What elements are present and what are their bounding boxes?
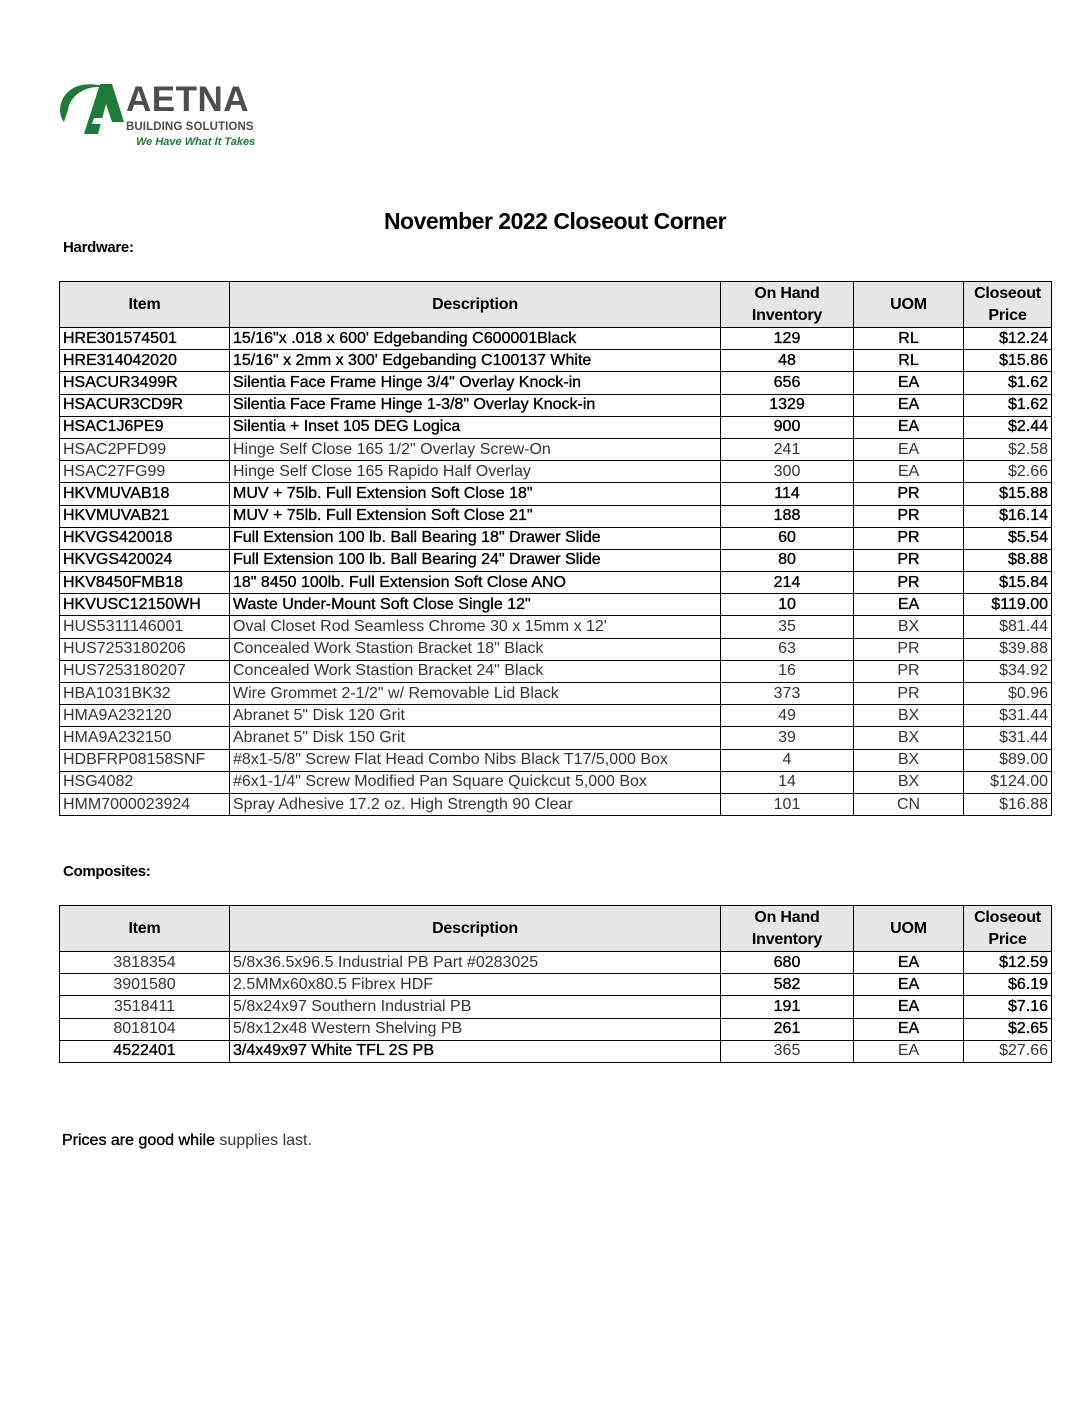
cell-price: $1.62 [964, 372, 1052, 394]
logo-tagline: We Have What It Takes [136, 136, 256, 148]
table-row [60, 616, 1052, 638]
table-row [60, 505, 1052, 527]
cell-item: HKVGS420024 [60, 549, 230, 571]
cell-description: 15/16" x 2mm x 300' Edgebanding C100137 White [230, 350, 721, 372]
cell-uom: EA [854, 996, 964, 1018]
table-row [60, 771, 1052, 793]
cell-item: HMA9A232150 [60, 727, 230, 749]
cell-item: 3901580 [60, 974, 230, 996]
cell-description: Hinge Self Close 165 Rapido Half Overlay [230, 461, 721, 483]
table-row [60, 727, 1052, 749]
cell-description: Full Extension 100 lb. Ball Bearing 24" Drawer Slide [230, 549, 721, 571]
cell-inventory: 49 [721, 705, 854, 727]
cell-item: HSAC27FG99 [60, 461, 230, 483]
cell-item: HMA9A232120 [60, 705, 230, 727]
cell-description: 15/16"x .018 x 600' Edgebanding C600001Black [230, 328, 721, 350]
cell-description: Spray Adhesive 17.2 oz. High Strength 90 Clear [230, 793, 721, 815]
cell-inventory: 300 [721, 461, 854, 483]
cell-inventory: 214 [721, 572, 854, 594]
table-row [60, 683, 1052, 705]
cell-inventory: 48 [721, 350, 854, 372]
footnote-bold-part: Prices are good while [62, 1132, 220, 1149]
cell-inventory: 4 [721, 749, 854, 771]
hardware-section-label: Hardware: [63, 239, 134, 256]
cell-price: $34.92 [964, 660, 1052, 682]
cell-price: $119.00 [964, 594, 1052, 616]
table-row [60, 572, 1052, 594]
cell-inventory: 582 [721, 974, 854, 996]
cell-description: Hinge Self Close 165 1/2" Overlay Screw-On [230, 438, 721, 460]
cell-item: 8018104 [60, 1018, 230, 1040]
cell-item: HSAC1J6PE9 [60, 416, 230, 438]
cell-description: Oval Closet Rod Seamless Chrome 30 x 15mm x 12' [230, 616, 721, 638]
hardware-table-header [60, 282, 1052, 328]
cell-uom: BX [854, 727, 964, 749]
logo-subtitle: BUILDING SOLUTIONS [126, 121, 254, 133]
cell-uom: PR [854, 527, 964, 549]
hardware-table [59, 281, 1052, 816]
cell-item: HKVGS420018 [60, 527, 230, 549]
composites-table-header [60, 906, 1052, 952]
cell-inventory: 35 [721, 616, 854, 638]
logo-name: AETNA [126, 80, 250, 119]
cell-description: MUV + 75lb. Full Extension Soft Close 18" [230, 483, 721, 505]
col-header-item: Item [60, 906, 230, 952]
cell-price: $0.96 [964, 683, 1052, 705]
cell-uom: PR [854, 505, 964, 527]
footnote-light-part: supplies last. [219, 1132, 312, 1149]
cell-price: $15.88 [964, 483, 1052, 505]
cell-item: HKVMUVAB18 [60, 483, 230, 505]
cell-inventory: 680 [721, 952, 854, 974]
cell-inventory: 365 [721, 1040, 854, 1062]
cell-price: $8.88 [964, 549, 1052, 571]
table-row [60, 974, 1052, 996]
cell-item: HRE301574501 [60, 328, 230, 350]
cell-description: MUV + 75lb. Full Extension Soft Close 21" [230, 505, 721, 527]
cell-price: $16.88 [964, 793, 1052, 815]
cell-price: $7.16 [964, 996, 1052, 1018]
cell-uom: CN [854, 793, 964, 815]
cell-description: Abranet 5" Disk 150 Grit [230, 727, 721, 749]
cell-uom: EA [854, 438, 964, 460]
cell-price: $124.00 [964, 771, 1052, 793]
table-row [60, 1040, 1052, 1062]
cell-price: $81.44 [964, 616, 1052, 638]
cell-price: $1.62 [964, 394, 1052, 416]
table-row [60, 952, 1052, 974]
cell-price: $2.58 [964, 438, 1052, 460]
cell-description: Concealed Work Stastion Bracket 18" Black [230, 638, 721, 660]
table-row [60, 350, 1052, 372]
cell-uom: EA [854, 416, 964, 438]
cell-price: $12.24 [964, 328, 1052, 350]
cell-uom: EA [854, 952, 964, 974]
table-row [60, 996, 1052, 1018]
cell-item: HSAC2PFD99 [60, 438, 230, 460]
table-row [60, 705, 1052, 727]
table-row [60, 416, 1052, 438]
table-row [60, 1018, 1052, 1040]
table-row [60, 328, 1052, 350]
cell-price: $31.44 [964, 727, 1052, 749]
cell-uom: EA [854, 594, 964, 616]
cell-price: $6.19 [964, 974, 1052, 996]
cell-inventory: 261 [721, 1018, 854, 1040]
cell-uom: BX [854, 749, 964, 771]
aetna-logo-mark-icon [54, 78, 126, 136]
cell-item: HBA1031BK32 [60, 683, 230, 705]
cell-inventory: 101 [721, 793, 854, 815]
col-header-price: Closeout Price [964, 906, 1052, 952]
cell-inventory: 188 [721, 505, 854, 527]
cell-item: HUS5311146001 [60, 616, 230, 638]
cell-item: HSG4082 [60, 771, 230, 793]
cell-price: $12.59 [964, 952, 1052, 974]
cell-inventory: 900 [721, 416, 854, 438]
cell-item: HMM7000023924 [60, 793, 230, 815]
cell-uom: RL [854, 328, 964, 350]
cell-price: $15.84 [964, 572, 1052, 594]
cell-price: $39.88 [964, 638, 1052, 660]
cell-uom: PR [854, 483, 964, 505]
cell-inventory: 373 [721, 683, 854, 705]
cell-price: $2.65 [964, 1018, 1052, 1040]
cell-description: 3/4x49x97 White TFL 2S PB [230, 1040, 721, 1062]
col-header-description: Description [230, 282, 721, 328]
cell-uom: RL [854, 350, 964, 372]
cell-uom: PR [854, 638, 964, 660]
cell-description: Wire Grommet 2-1/2" w/ Removable Lid Black [230, 683, 721, 705]
cell-inventory: 63 [721, 638, 854, 660]
col-header-item: Item [60, 282, 230, 328]
table-row [60, 483, 1052, 505]
table-row [60, 594, 1052, 616]
cell-item: 3818354 [60, 952, 230, 974]
cell-inventory: 60 [721, 527, 854, 549]
table-row [60, 438, 1052, 460]
table-row [60, 638, 1052, 660]
cell-item: 4522401 [60, 1040, 230, 1062]
cell-description: Silentia Face Frame Hinge 1-3/8" Overlay Knock-in [230, 394, 721, 416]
cell-inventory: 129 [721, 328, 854, 350]
col-header-uom: UOM [854, 906, 964, 952]
cell-inventory: 10 [721, 594, 854, 616]
cell-description: 5/8x24x97 Southern Industrial PB [230, 996, 721, 1018]
cell-description: 5/8x12x48 Western Shelving PB [230, 1018, 721, 1040]
cell-uom: EA [854, 394, 964, 416]
cell-uom: PR [854, 572, 964, 594]
cell-inventory: 16 [721, 660, 854, 682]
cell-inventory: 241 [721, 438, 854, 460]
table-row [60, 793, 1052, 815]
cell-price: $2.44 [964, 416, 1052, 438]
cell-item: HSACUR3CD9R [60, 394, 230, 416]
cell-inventory: 14 [721, 771, 854, 793]
cell-description: Full Extension 100 lb. Ball Bearing 18" Drawer Slide [230, 527, 721, 549]
composites-table [59, 905, 1052, 1063]
table-row [60, 660, 1052, 682]
table-row [60, 372, 1052, 394]
cell-price: $89.00 [964, 749, 1052, 771]
cell-uom: PR [854, 660, 964, 682]
col-header-description: Description [230, 906, 721, 952]
cell-uom: BX [854, 616, 964, 638]
footnote [62, 1132, 312, 1150]
table-row [60, 394, 1052, 416]
cell-description: 18" 8450 100lb. Full Extension Soft Close ANO [230, 572, 721, 594]
cell-description: #8x1-5/8" Screw Flat Head Combo Nibs Black T17/5,000 Box [230, 749, 721, 771]
page-title: November 2022 Closeout Corner [383, 208, 727, 234]
cell-inventory: 80 [721, 549, 854, 571]
cell-price: $27.66 [964, 1040, 1052, 1062]
cell-description: Concealed Work Stastion Bracket 24" Black [230, 660, 721, 682]
cell-item: HDBFRP08158SNF [60, 749, 230, 771]
composites-section-label: Composites: [63, 863, 151, 880]
cell-item: HKVMUVAB21 [60, 505, 230, 527]
cell-item: 3518411 [60, 996, 230, 1018]
company-logo [54, 76, 274, 156]
col-header-inventory: On Hand Inventory [721, 906, 854, 952]
cell-price: $31.44 [964, 705, 1052, 727]
cell-description: 5/8x36.5x96.5 Industrial PB Part #0283025 [230, 952, 721, 974]
col-header-inventory: On Hand Inventory [721, 282, 854, 328]
cell-uom: PR [854, 683, 964, 705]
col-header-price: Closeout Price [964, 282, 1052, 328]
cell-price: $5.54 [964, 527, 1052, 549]
cell-description: 2.5MMx60x80.5 Fibrex HDF [230, 974, 721, 996]
cell-inventory: 1329 [721, 394, 854, 416]
cell-item: HSACUR3499R [60, 372, 230, 394]
cell-item: HUS7253180206 [60, 638, 230, 660]
cell-uom: EA [854, 1018, 964, 1040]
col-header-uom: UOM [854, 282, 964, 328]
cell-uom: BX [854, 705, 964, 727]
cell-inventory: 114 [721, 483, 854, 505]
cell-uom: EA [854, 372, 964, 394]
cell-description: Silentia Face Frame Hinge 3/4" Overlay Knock-in [230, 372, 721, 394]
cell-item: HKV8450FMB18 [60, 572, 230, 594]
table-row [60, 749, 1052, 771]
table-row [60, 549, 1052, 571]
cell-inventory: 39 [721, 727, 854, 749]
table-row [60, 461, 1052, 483]
cell-uom: EA [854, 974, 964, 996]
cell-item: HKVUSC12150WH [60, 594, 230, 616]
cell-price: $16.14 [964, 505, 1052, 527]
cell-price: $2.66 [964, 461, 1052, 483]
cell-uom: PR [854, 549, 964, 571]
table-row [60, 527, 1052, 549]
cell-price: $15.86 [964, 350, 1052, 372]
cell-item: HRE314042020 [60, 350, 230, 372]
cell-inventory: 191 [721, 996, 854, 1018]
cell-description: Silentia + Inset 105 DEG Logica [230, 416, 721, 438]
cell-description: Abranet 5" Disk 120 Grit [230, 705, 721, 727]
cell-item: HUS7253180207 [60, 660, 230, 682]
cell-inventory: 656 [721, 372, 854, 394]
cell-uom: BX [854, 771, 964, 793]
cell-description: Waste Under-Mount Soft Close Single 12" [230, 594, 721, 616]
cell-description: #6x1-1/4" Screw Modified Pan Square Quickcut 5,000 Box [230, 771, 721, 793]
cell-uom: EA [854, 1040, 964, 1062]
cell-uom: EA [854, 461, 964, 483]
